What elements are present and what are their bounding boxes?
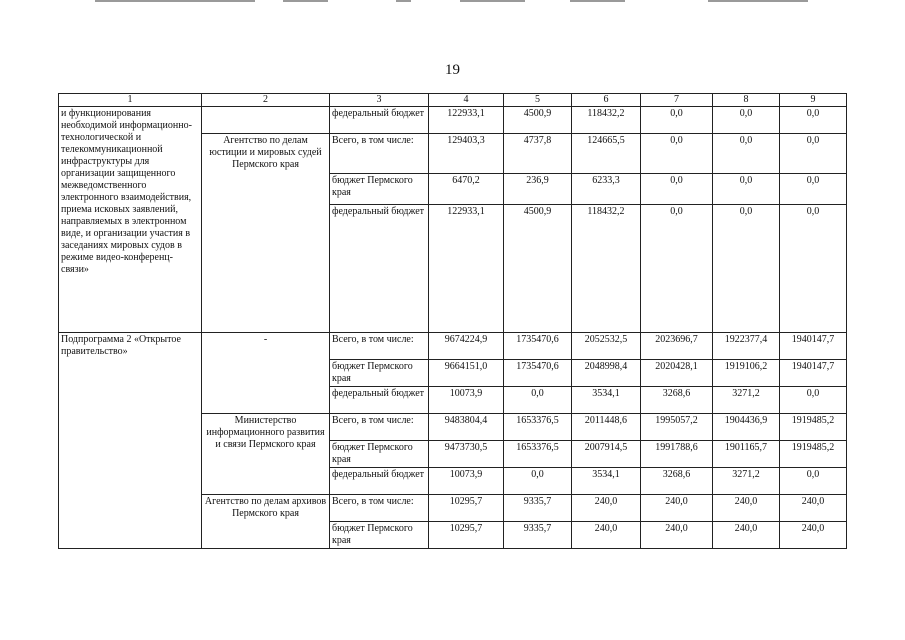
value-cell: 10295,7 bbox=[429, 522, 504, 549]
value-cell: 10073,9 bbox=[429, 468, 504, 495]
value-cell: 3534,1 bbox=[572, 468, 641, 495]
funding-source: Всего, в том числе: bbox=[330, 495, 429, 522]
header-row bbox=[59, 94, 847, 107]
value-cell: 1901165,7 bbox=[713, 441, 780, 468]
value-cell: 118432,2 bbox=[572, 205, 641, 333]
value-cell: 4500,9 bbox=[504, 107, 572, 134]
value-cell: 3271,2 bbox=[713, 387, 780, 414]
value-cell: 6470,2 bbox=[429, 174, 504, 205]
value-cell: 240,0 bbox=[713, 522, 780, 549]
organization-name: Агентство по делам архивов Пермского края bbox=[202, 495, 330, 549]
value-cell: 6233,3 bbox=[572, 174, 641, 205]
value-cell: 9335,7 bbox=[504, 522, 572, 549]
table-row bbox=[59, 333, 847, 360]
value-cell: 1919106,2 bbox=[713, 360, 780, 387]
value-cell: 1735470,6 bbox=[504, 360, 572, 387]
value-cell: 1940147,7 bbox=[780, 333, 847, 360]
organization-name: Агентство по делам юстиции и мировых судей Пермского края bbox=[202, 134, 330, 333]
value-cell: 0,0 bbox=[780, 387, 847, 414]
value-cell: 1653376,5 bbox=[504, 441, 572, 468]
value-cell: 129403,3 bbox=[429, 134, 504, 174]
funding-source: бюджет Пермского края bbox=[330, 174, 429, 205]
value-cell: 0,0 bbox=[641, 174, 713, 205]
funding-source: федеральный бюджет bbox=[330, 205, 429, 333]
value-cell: 9483804,4 bbox=[429, 414, 504, 441]
value-cell: 1995057,2 bbox=[641, 414, 713, 441]
value-cell: 122933,1 bbox=[429, 205, 504, 333]
value-cell: 236,9 bbox=[504, 174, 572, 205]
value-cell: 2052532,5 bbox=[572, 333, 641, 360]
value-cell: 1991788,6 bbox=[641, 441, 713, 468]
scan-edge-mark bbox=[95, 0, 255, 2]
value-cell: 0,0 bbox=[713, 174, 780, 205]
organization-name: - bbox=[202, 333, 330, 414]
value-cell: 240,0 bbox=[572, 522, 641, 549]
funding-source: бюджет Пермского края bbox=[330, 441, 429, 468]
value-cell: 118432,2 bbox=[572, 107, 641, 134]
value-cell: 240,0 bbox=[780, 522, 847, 549]
value-cell: 122933,1 bbox=[429, 107, 504, 134]
value-cell: 240,0 bbox=[713, 495, 780, 522]
value-cell: 1919485,2 bbox=[780, 441, 847, 468]
value-cell: 2020428,1 bbox=[641, 360, 713, 387]
value-cell: 4500,9 bbox=[504, 205, 572, 333]
activity-description: и функционирования необходимой информационно-технологической и телекоммуникационной инфраструктуры для организации защищенного межведомственного электронного взаимодействия, приема исковых заявлений, направляемых в электронном виде, и организации участия в заседаниях мировых судов в режиме видео-конференц-связи» bbox=[59, 107, 202, 333]
funding-source: федеральный бюджет bbox=[330, 107, 429, 134]
funding-source: федеральный бюджет bbox=[330, 387, 429, 414]
value-cell: 0,0 bbox=[641, 107, 713, 134]
value-cell: 124665,5 bbox=[572, 134, 641, 174]
value-cell: 2011448,6 bbox=[572, 414, 641, 441]
value-cell: 9664151,0 bbox=[429, 360, 504, 387]
value-cell: 0,0 bbox=[713, 107, 780, 134]
funding-source: бюджет Пермского края bbox=[330, 360, 429, 387]
column-header: 4 bbox=[429, 94, 504, 107]
column-header: 8 bbox=[713, 94, 780, 107]
column-header: 5 bbox=[504, 94, 572, 107]
value-cell: 3534,1 bbox=[572, 387, 641, 414]
scan-edge-mark bbox=[396, 0, 411, 2]
scan-edge-mark bbox=[570, 0, 625, 2]
value-cell: 1653376,5 bbox=[504, 414, 572, 441]
value-cell: 3268,6 bbox=[641, 387, 713, 414]
value-cell: 0,0 bbox=[780, 107, 847, 134]
value-cell: 10295,7 bbox=[429, 495, 504, 522]
value-cell: 1904436,9 bbox=[713, 414, 780, 441]
value-cell: 0,0 bbox=[780, 468, 847, 495]
value-cell: 0,0 bbox=[504, 468, 572, 495]
value-cell: 0,0 bbox=[713, 205, 780, 333]
value-cell: 0,0 bbox=[504, 387, 572, 414]
value-cell: 2007914,5 bbox=[572, 441, 641, 468]
column-header: 1 bbox=[59, 94, 202, 107]
value-cell: 0,0 bbox=[713, 134, 780, 174]
column-header: 9 bbox=[780, 94, 847, 107]
value-cell: 9335,7 bbox=[504, 495, 572, 522]
value-cell: 1919485,2 bbox=[780, 414, 847, 441]
column-header: 6 bbox=[572, 94, 641, 107]
value-cell: 1735470,6 bbox=[504, 333, 572, 360]
organization-cell bbox=[202, 107, 330, 134]
value-cell: 0,0 bbox=[780, 205, 847, 333]
organization-name: Министерство информационного развития и связи Пермского края bbox=[202, 414, 330, 495]
value-cell: 9473730,5 bbox=[429, 441, 504, 468]
value-cell: 0,0 bbox=[641, 205, 713, 333]
subprogram-title: Подпрограмма 2 «Открытое правительство» bbox=[59, 333, 202, 549]
value-cell: 240,0 bbox=[780, 495, 847, 522]
value-cell: 0,0 bbox=[780, 174, 847, 205]
value-cell: 9674224,9 bbox=[429, 333, 504, 360]
table-row bbox=[59, 107, 847, 134]
value-cell: 1940147,7 bbox=[780, 360, 847, 387]
funding-source: Всего, в том числе: bbox=[330, 414, 429, 441]
scan-edge-mark bbox=[460, 0, 525, 2]
value-cell: 2023696,7 bbox=[641, 333, 713, 360]
value-cell: 240,0 bbox=[641, 495, 713, 522]
scan-edge-mark bbox=[283, 0, 328, 2]
value-cell: 240,0 bbox=[641, 522, 713, 549]
value-cell: 3271,2 bbox=[713, 468, 780, 495]
funding-source: Всего, в том числе: bbox=[330, 333, 429, 360]
column-header: 2 bbox=[202, 94, 330, 107]
value-cell: 1922377,4 bbox=[713, 333, 780, 360]
value-cell: 0,0 bbox=[641, 134, 713, 174]
value-cell: 3268,6 bbox=[641, 468, 713, 495]
value-cell: 10073,9 bbox=[429, 387, 504, 414]
page-number: 19 bbox=[445, 62, 460, 78]
value-cell: 4737,8 bbox=[504, 134, 572, 174]
funding-source: бюджет Пермского края bbox=[330, 522, 429, 549]
value-cell: 0,0 bbox=[780, 134, 847, 174]
value-cell: 2048998,4 bbox=[572, 360, 641, 387]
scan-edge-mark bbox=[708, 0, 808, 2]
column-header: 3 bbox=[330, 94, 429, 107]
column-header: 7 bbox=[641, 94, 713, 107]
funding-source: Всего, в том числе: bbox=[330, 134, 429, 174]
value-cell: 240,0 bbox=[572, 495, 641, 522]
funding-source: федеральный бюджет bbox=[330, 468, 429, 495]
budget-table bbox=[58, 93, 847, 549]
